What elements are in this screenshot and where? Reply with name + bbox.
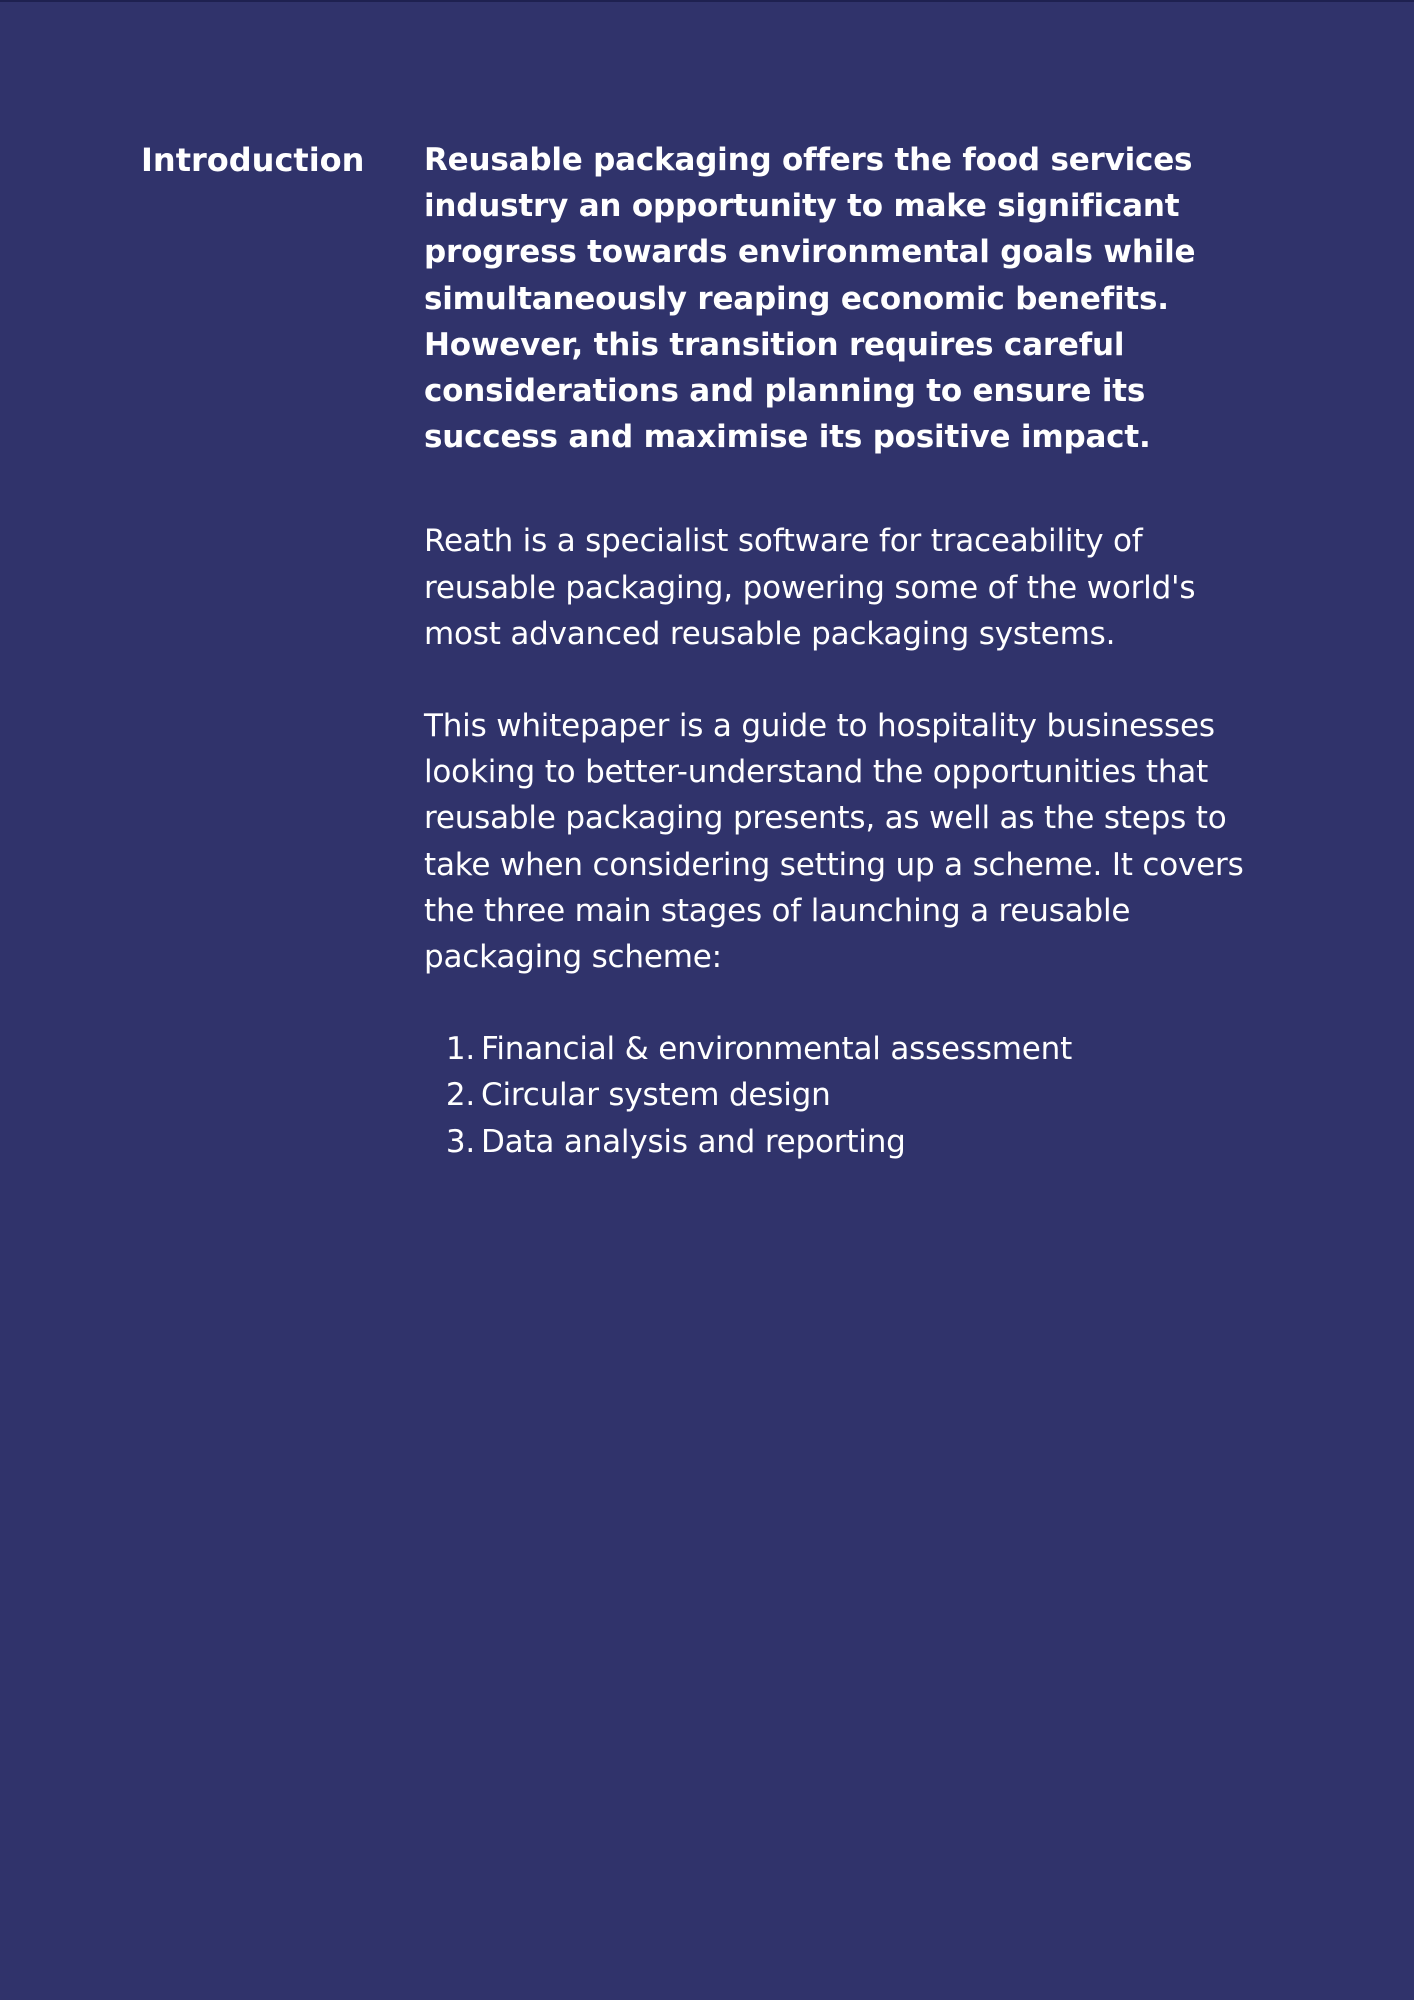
list-item — [424, 1026, 1269, 1072]
list-item — [424, 1119, 1269, 1165]
list-item-number: 1. — [445, 1031, 475, 1068]
list-item-text: Circular system design — [481, 1077, 831, 1114]
list-item-text: Financial & environmental assessment — [481, 1031, 1073, 1068]
list-item-number: 2. — [445, 1077, 475, 1114]
stages-list — [424, 1026, 1269, 1165]
body-paragraph-reath: Reath is a specialist software for traceability of reusable packaging, powering some of the world's most advanced reusable packaging systems. — [424, 523, 1196, 652]
intro-content — [424, 137, 1269, 1165]
list-item-number: 3. — [445, 1123, 475, 1160]
list-item — [424, 1072, 1269, 1118]
lead-paragraph: Reusable packaging offers the food services industry an opportunity to make significant progress towards environmental goals while simultaneously reaping economic benefits. However, this transition requires careful considerations and planning to ensure its success and maximise its positive impact. — [424, 142, 1196, 456]
list-item-text: Data analysis and reporting — [481, 1123, 906, 1160]
body-paragraph-whitepaper: This whitepaper is a guide to hospitality businesses looking to better-understand the opportunities that reusable packaging presents, as well as the steps to take when considering setting up a scheme. It covers the three main stages of launching a reusable packaging scheme: — [424, 708, 1244, 976]
section-heading: Introduction — [141, 141, 365, 179]
